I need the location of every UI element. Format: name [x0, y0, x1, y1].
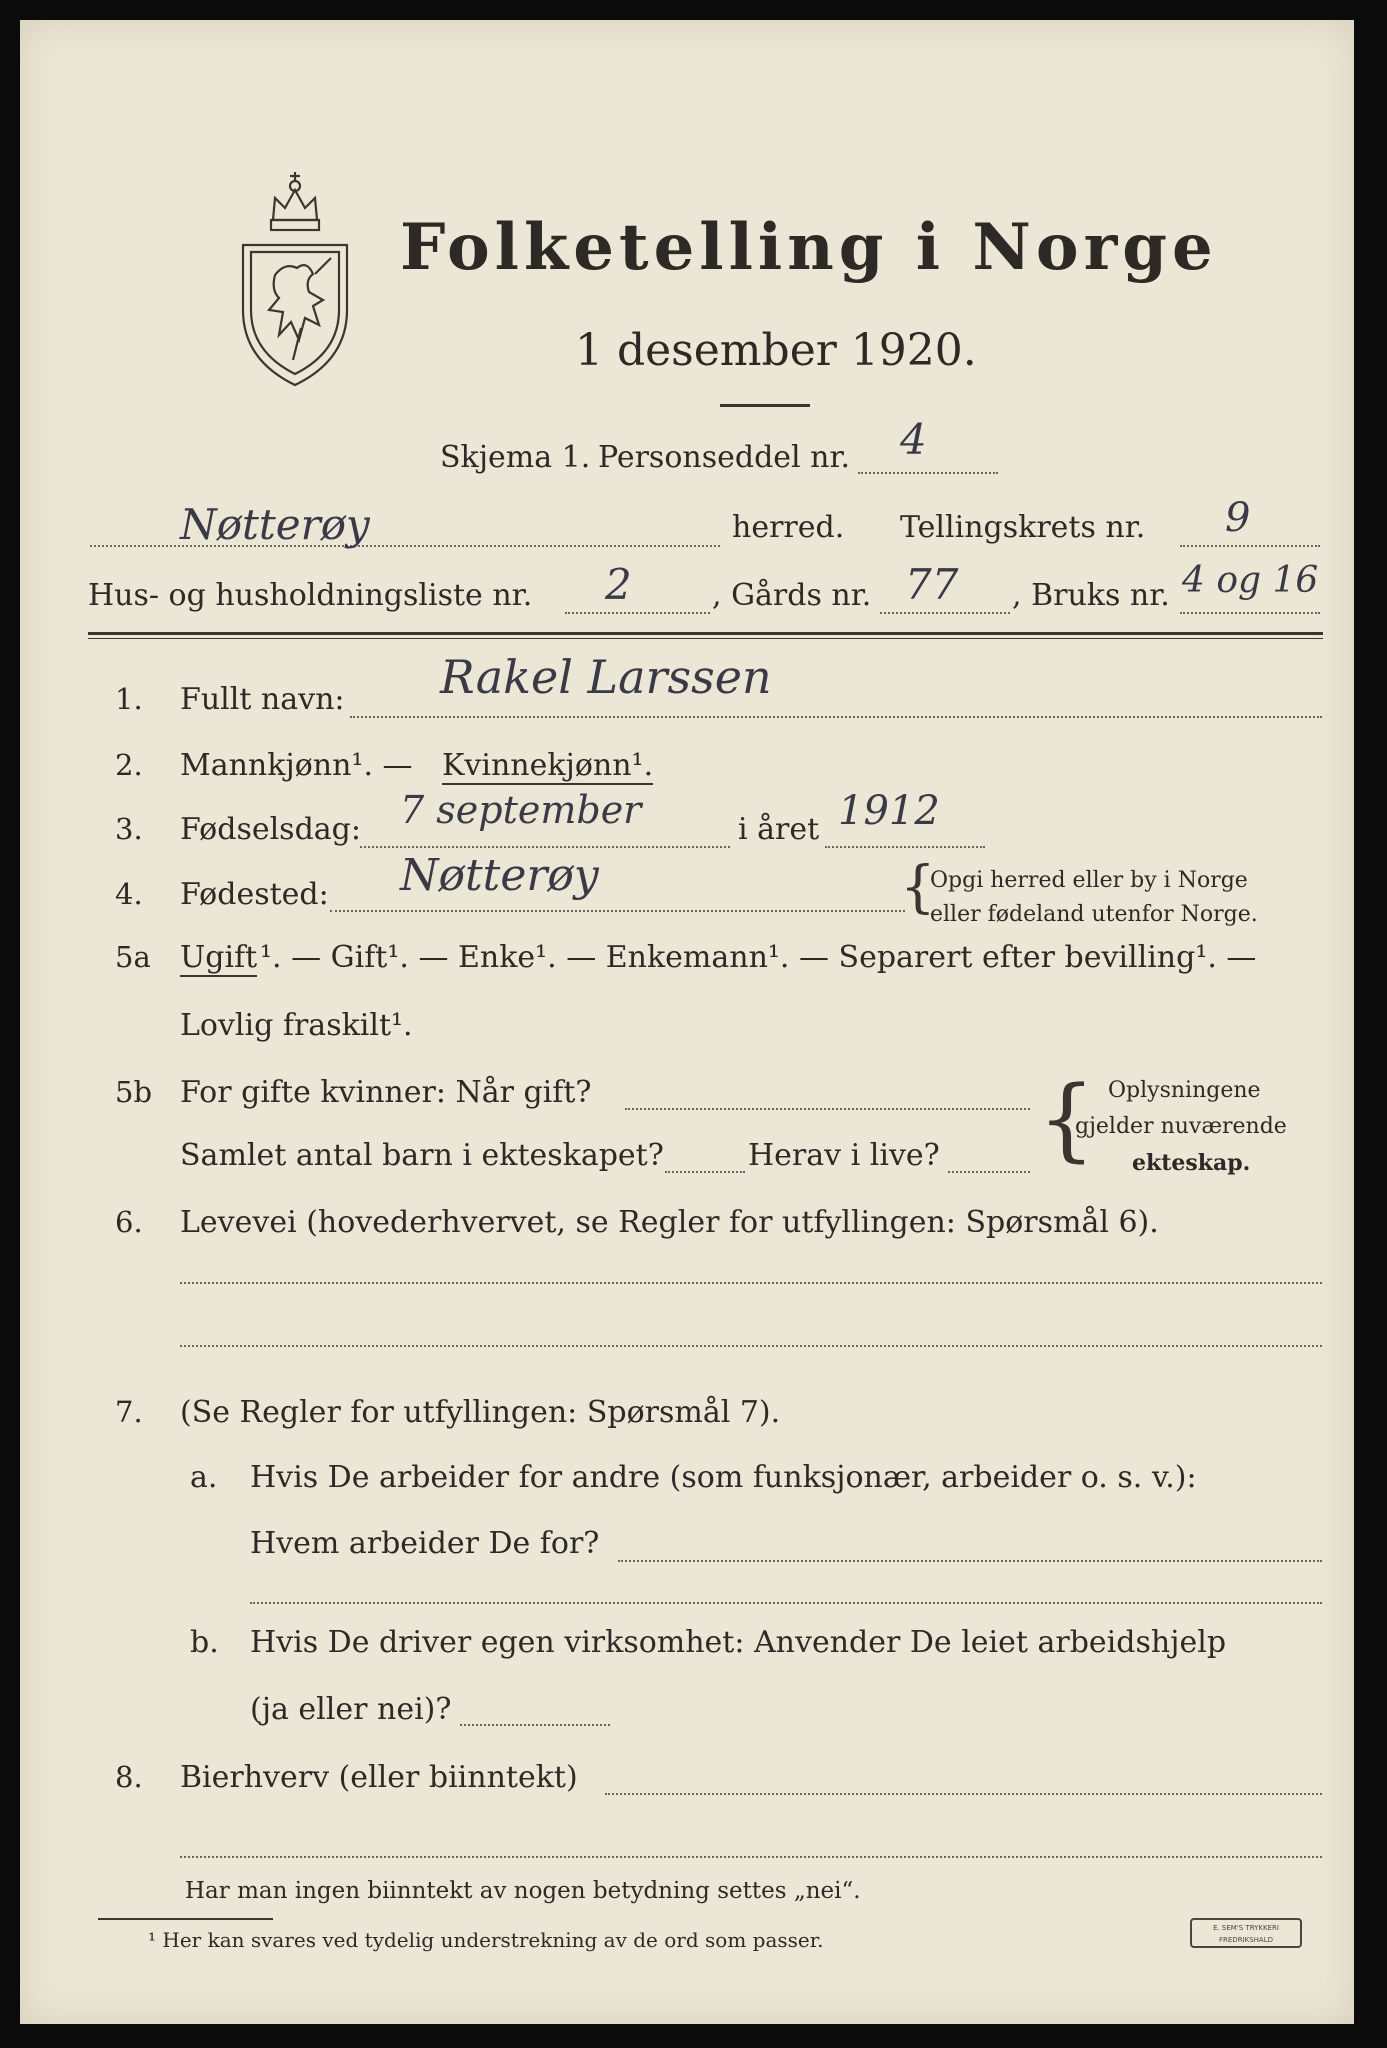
when-married-line	[625, 1108, 1030, 1110]
q7a-line1: Hvis De arbeider for andre (som funksjonær, arbeider o. s. v.):	[250, 1460, 1197, 1495]
gards-value[interactable]: 77	[905, 560, 959, 609]
birth-year-line	[825, 846, 985, 848]
q6-number: 6.	[115, 1205, 143, 1239]
personseddel-line	[858, 472, 998, 474]
birthday-value[interactable]: 7 september	[400, 788, 642, 832]
employer-line-1	[618, 1560, 1322, 1562]
footnote: ¹ Her kan svares ved tydelig understrekning av de ord som passer.	[148, 1928, 824, 1952]
q5a-number: 5a	[115, 940, 151, 974]
bruks-label: , Bruks nr.	[1012, 578, 1170, 613]
herred-value[interactable]: Nøtterøy	[180, 500, 370, 549]
q5b-children-label: Samlet antal barn i ekteskapet?	[180, 1138, 664, 1173]
q8-number: 8.	[115, 1760, 143, 1794]
marital-fraskilt-option[interactable]: Lovlig fraskilt¹.	[180, 1008, 413, 1043]
coat-of-arms-icon	[235, 150, 355, 390]
personseddel-label: Personseddel nr.	[598, 440, 851, 475]
bruks-value[interactable]: 4 og 16	[1182, 560, 1319, 601]
q7b-letter: b.	[190, 1625, 219, 1660]
q7-label: (Se Regler for utfyllingen: Spørsmål 7).	[180, 1395, 781, 1430]
q3-label: Fødselsdag:	[180, 812, 361, 847]
occupation-line-1	[180, 1282, 1322, 1284]
husholdningsliste-label: Hus- og husholdningsliste nr.	[88, 578, 533, 613]
q5b-note-line1: Oplysningene	[1108, 1078, 1261, 1103]
q1-number: 1.	[115, 682, 143, 716]
q5b-alive-label: Herav i live?	[748, 1138, 940, 1173]
gards-label: , Gårds nr.	[712, 578, 872, 613]
q5b-note-line3: ekteskap.	[1132, 1150, 1251, 1176]
bruks-line	[1180, 612, 1320, 614]
husholdningsliste-value[interactable]: 2	[605, 560, 632, 609]
printer-stamp-text: E. SEM'S TRYKKERI FREDRIKSHALD	[1213, 1924, 1279, 1944]
husholdningsliste-line	[565, 612, 710, 614]
birthplace-value[interactable]: Nøtterøy	[400, 850, 599, 901]
gender-female-option[interactable]: Kvinnekjønn¹.	[442, 748, 654, 783]
q7b-line2: (ja eller nei)?	[250, 1692, 452, 1727]
census-date: 1 desember 1920.	[575, 325, 977, 376]
marital-other-options[interactable]: ¹. — Gift¹. — Enke¹. — Enkemann¹. — Separert efter bevilling¹. —	[260, 940, 1257, 975]
q7a-line2: Hvem arbeider De for?	[250, 1526, 600, 1561]
birthplace-note-line1: Opgi herred eller by i Norge	[930, 868, 1248, 893]
q5b-number: 5b	[115, 1075, 153, 1109]
footnote-rule	[98, 1918, 273, 1920]
birthday-line	[360, 846, 730, 848]
q6-label: Levevei (hovederhvervet, se Regler for utfyllingen: Spørsmål 6).	[180, 1205, 1159, 1240]
birthplace-note-brace: {	[900, 855, 936, 920]
hired-help-line	[460, 1724, 610, 1726]
q1-line	[350, 716, 1322, 718]
q5b-line1: For gifte kvinner: Når gift?	[180, 1075, 592, 1110]
birthplace-line	[330, 910, 905, 912]
personseddel-value[interactable]: 4	[900, 415, 927, 464]
q7b-line1: Hvis De driver egen virksomhet: Anvender De leiet arbeidshjelp	[250, 1625, 1227, 1660]
employer-line-2	[250, 1602, 1322, 1604]
form-title: Folketelling i Norge	[400, 210, 1218, 285]
q2-number: 2.	[115, 748, 143, 782]
children-alive-line	[948, 1171, 1030, 1173]
q8-note: Har man ingen biinntekt av nogen betydning settes „nei“.	[185, 1878, 861, 1904]
q4-label: Fødested:	[180, 877, 329, 912]
herred-label: herred.	[732, 510, 845, 545]
census-form-sheet	[20, 20, 1354, 2024]
q4-number: 4.	[115, 877, 143, 911]
tellingskrets-line	[1180, 545, 1320, 547]
q7-number: 7.	[115, 1395, 143, 1429]
gards-line	[880, 612, 1010, 614]
marital-ugift-option[interactable]: Ugift	[180, 940, 258, 975]
schema-label: Skjema 1.	[440, 440, 591, 475]
q8-label: Bierhverv (eller biinntekt)	[180, 1760, 578, 1795]
birth-year-value[interactable]: 1912	[838, 788, 940, 834]
tellingskrets-value[interactable]: 9	[1225, 495, 1251, 541]
title-divider	[720, 404, 810, 407]
printer-stamp	[1190, 1918, 1302, 1948]
birthplace-note-line2: eller fødeland utenfor Norge.	[930, 902, 1258, 927]
q7a-letter: a.	[190, 1460, 218, 1495]
q3-number: 3.	[115, 812, 143, 846]
gender-male-option[interactable]: Mannkjønn¹. —	[180, 748, 413, 783]
header-rule-bottom	[88, 638, 1323, 639]
header-rule-top	[88, 632, 1323, 635]
full-name-value[interactable]: Rakel Larssen	[440, 650, 772, 704]
children-count-line	[665, 1171, 745, 1173]
q5b-note-brace: {	[1038, 1067, 1096, 1172]
tellingskrets-label: Tellingskrets nr.	[900, 510, 1146, 545]
side-income-line-1	[605, 1793, 1322, 1795]
birth-year-label: i året	[738, 812, 820, 847]
occupation-line-2	[180, 1345, 1322, 1347]
q1-label: Fullt navn:	[180, 682, 345, 717]
q5b-note-line2: gjelder nuværende	[1075, 1114, 1287, 1139]
side-income-line-2	[180, 1856, 1322, 1858]
